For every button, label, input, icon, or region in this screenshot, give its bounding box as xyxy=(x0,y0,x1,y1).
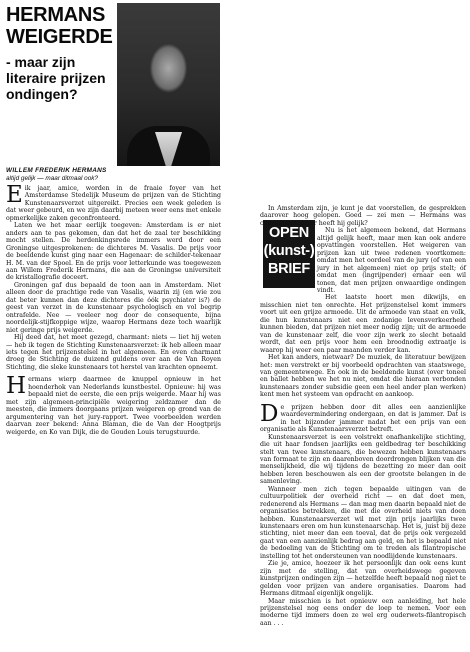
left-p5-text: ermans wierp daarmee de knuppel opnieuw in het hoenderhok van Nederlands kunstbestel. Opnieuw: hij was bepaald niet de eerste, die een prijs weigerde. Maar hij was met zijn algemeen-principiële weigering zeldzamer dan de meesten, die immers doorgaans prijzen weigeren op grond van de argumentering van het jury-rapport. Twee voorbeelden werden daarvan zeer bekend: Anna Blaman, die de Van der Hoogtprijs weigerde, en Ko van Dijk, die de Gouden Louis terugstuurde. xyxy=(6,376,221,436)
right-paragraph-7: Wanneer men zich tegen bepaalde uitingen van de cultuurpolitiek der overheid richt — en dat doet men, redenerend als Hermans — dan mag men daarin bepaald niet de organisaties betrekken, die met die overheid niets van doen hebben. Kunstenaarsverzet wil met zijn prijs jaarlijks twee kunstenaars eren om hun kunstenaarschap. Het is, juist bij deze stichting, niet meer dan een toeval, dat de prijs ook vergezeld gaat van een aanzienlijk bedrag aan geld, en het is bepaald niet de bedoeling van de Stichting om te treden als filantropische instelling tot het ondersteunen van noodlijdende kunstenaars. xyxy=(260,485,466,560)
box-line1: OPEN xyxy=(269,225,309,241)
dropcap-h: H xyxy=(6,373,27,400)
right-paragraph-6: Kunstenaarsverzet is een volstrekt onafhankelijke stichting, die uit haar fondsen jaarlijks een geldbedrag ter beschikking stelt van twee kunstenaars, die bewezen hebben kunstenaars van formaat te zijn en daarenboven doordrongen blijken van die menselijkheid, die wij tijdens de bezetting zo meer dan ooit hebben leren beschouwen als een der grootste belangen in de samenleving. xyxy=(260,433,466,486)
right-paragraph-2: Nu is het algemeen bekend, dat Hermans altijd gelijk heeft, maar men kan ook andere opvattingen voorstellen. Het weigeren van prijzen kan uit twee redenen voortkomen: omdat men het oordeel van de jury (of van een jury in het algemeen) niet op prijs stelt; óf omdat men (ingrijpender) ernaar een wil tonen, dat men prijzen onwaardige ondingen vindt. xyxy=(317,227,466,294)
headline-title-line1: HERMANS xyxy=(6,4,106,26)
box-spacer xyxy=(260,227,317,297)
right-column xyxy=(260,205,466,627)
box-line2: (kunst-) xyxy=(263,243,315,259)
dropcap-d: D xyxy=(260,400,279,427)
headline-subtitle-line3: ondingen? xyxy=(6,86,78,102)
headline xyxy=(6,4,121,102)
headline-title-line2: WEIGERDE xyxy=(6,26,113,48)
caption-text: altijd gelijk — maar ditmaal ook? xyxy=(6,174,98,182)
headline-subtitle-line2: literaire prijzen xyxy=(6,70,106,86)
right-p5-text: e prijzen hebben door dit alles een aanzienlijke waardevermindering ondergaan, en dat is jammer. Dat is in het bijzonder jammer nadat het een prijs van een organisatie als Kunstenaarsverzet betreft. xyxy=(260,403,466,434)
right-paragraph-4: Het kan anders, nietwaar? De muziek, de literatuur bewijzen het: men verstrekt er bij voorbeeld opdrachten van staatswege, van gemeentewege. En ook in de beeldende kunst (over toneel en ballet hebben we het nu niet, omdat die hieraan verbonden kunstenaars zonder subsidie geen een heel ander plan werken) kent men het systeem van opdracht en aankoop. xyxy=(260,354,466,399)
left-paragraph-4: Hij deed dat, het moet gezegd, charmant: niets — liet hij weten — heb ik tegen de Stichting Kunstenaarsverzet: ik heb alleen maar iets tegen het prijzenstelsel in het algemeen. En even charmant droeg de Stichting de duizend guldens over aan de Van Royen Stichting, die sleke kunstenaars tot herstel van krachten opneemt. xyxy=(6,334,221,371)
box-line3: BRIEF xyxy=(267,261,310,277)
right-paragraph-1: In Amsterdam zijn, je kunt je dat voorstellen, de gesprekken daarover hoog gelopen. Goed — zei men — Hermans was consequent, maar heeft hij gelijk? xyxy=(260,205,466,227)
left-paragraph-2: Laten we het maar eerlijk toegeven: Amsterdam is er niet anders aan te pas gekomen, dan dat het de zaal ter beschikking mocht stellen. De herdenkingsrede immers werd door een Groningse uitgesprokenen: de dichteres M. Vasalis. De prijs voor de beeldende kunst ging naar een Hagenaar: de schilder-tekenaar H. M. van der Spoel. En de prijs voor letterkunde was toegewezen aan Willem Frederik Hermans, die aan de Groningse universiteit de kristallografie doceert. xyxy=(6,222,221,282)
photo-caption xyxy=(6,167,221,182)
caption-name: WILLEM FREDERIK HERMANS xyxy=(6,167,107,174)
headline-subtitle-line1: - maar zijn xyxy=(6,54,76,70)
left-p1-text: ik jaar, amice, worden in de fraaie foyer van het Amsterdamse Stedelijk Museum de prijzen van de Stichting Kunstenaarsverzet uitgereikt. Precies een week geleden is dat weer gebeurd, en we zijn daarbij meteen weer eens met enkele opmerkelijke zaken geconfronteerd. xyxy=(6,185,221,222)
right-paragraph-5 xyxy=(260,400,466,434)
left-paragraph-3: Groningen gaf dus bepaald de toon aan in Amsterdam. Niet alleen door de prachtige rede van Vasalis, waarin zij (en wie zou dat beter kunnen dan deze dichteres die óók psychiater is?) de geest van verzet in de kunstenaar psychologisch en vol begrip ontrafelde. Nee — veeleer nog door de consequente, bijna noordelijk-stijfkoppige wijze, waarop Hermans deze toch waarlijk niet geringe prijs weigerde. xyxy=(6,281,221,334)
left-paragraph-5 xyxy=(6,373,221,436)
right-paragraph-8: Zie je, amice, hoezeer ik het persoonlijk dan ook eens kunt zijn met de stelling, dat van overheidswege gegeven kunstprijzen ondingen zijn — hetzelfde heeft bepaald nog niet te gelden voor prijzen van andere organisaties. Daarom had Hermans ditmaal eigenlijk ongelijk. xyxy=(260,560,466,598)
left-column xyxy=(6,182,221,436)
author-portrait-photo xyxy=(117,3,220,166)
right-paragraph-3: Het laatste hoort men dikwijls, en misschien niet ten onrechte. Het prijzenstelsel komt immers voort uit een grijze armoede. Uit de armoede van staat en volk, die hun kunstenaars niet een zodanige levensverkeerheid kunnen bieden, dat prijzen niet meer nodig zijn; uit de armoede van de kunstenaar zelf, die voor zijn werk zo slecht betaald wordt, dat een prijs voor hem een broodnodig extraatje is waarop hij weer een paar maanden verder kan. xyxy=(260,294,466,354)
right-paragraph-9: Maar misschien is het opnieuw een aanleiding, het hele prijzenstelsel nog eens onder de loep te nemen. Voor een moderne tijd immers doen ze wel erg ouderwets-filantropisch aan . . . xyxy=(260,597,466,627)
left-paragraph-1 xyxy=(6,182,221,222)
dropcap-e: E xyxy=(6,182,23,208)
